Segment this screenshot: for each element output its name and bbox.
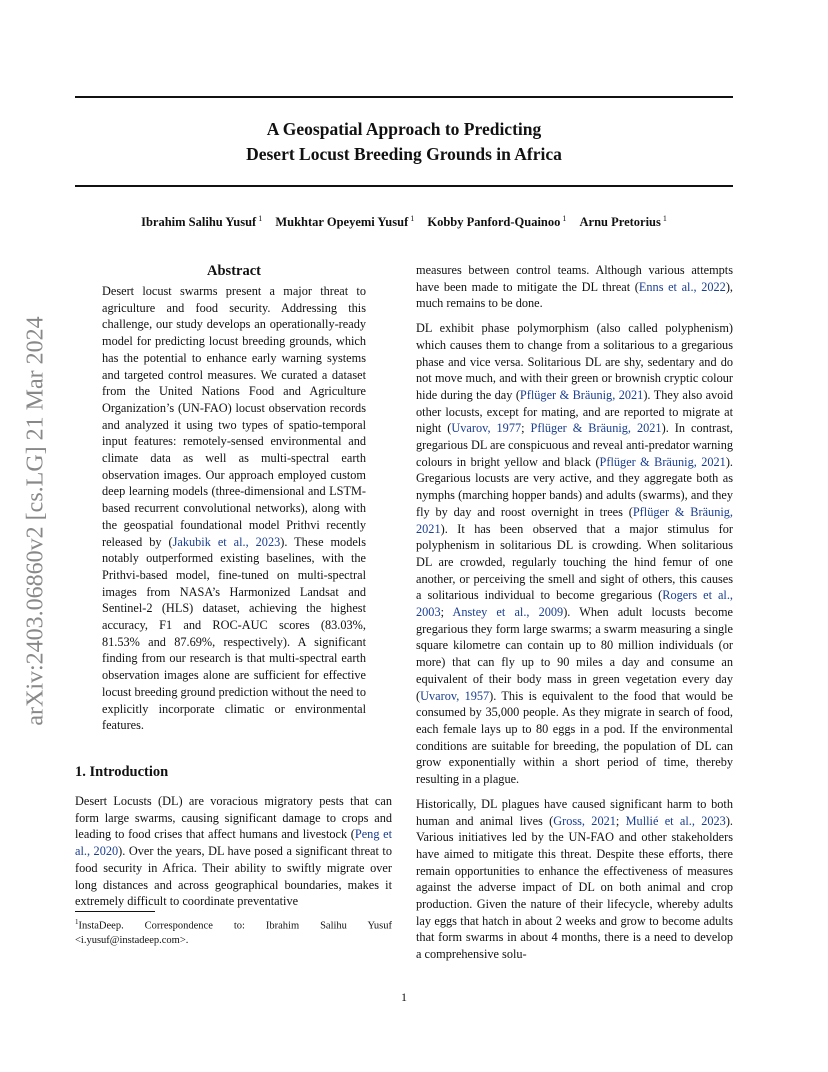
abstract-heading: Abstract bbox=[207, 263, 261, 279]
author-2: Mukhtar Opeyemi Yusuf $^1$ bbox=[275, 214, 415, 230]
author-1: Ibrahim Salihu Yusuf $^1$ bbox=[141, 214, 263, 230]
author-affiliation-mark: 1 bbox=[562, 214, 567, 223]
author-4: Arnu Pretorius $^1$ bbox=[579, 214, 667, 230]
citation-link[interactable]: Pflüger & Bräunig, 2021 bbox=[599, 454, 726, 469]
author-list bbox=[75, 214, 733, 230]
author-affiliation-mark: 1 bbox=[410, 214, 415, 223]
right-column bbox=[416, 262, 733, 971]
citation-link[interactable]: Uvarov, 1957 bbox=[420, 688, 490, 703]
paper-title-line-1: A Geospatial Approach to Predicting bbox=[266, 119, 542, 139]
author-affiliation-mark: 1 bbox=[662, 214, 667, 223]
paper-title bbox=[75, 117, 733, 167]
footnote-rule bbox=[75, 911, 155, 912]
citation-link[interactable]: Uvarov, 1977 bbox=[451, 421, 522, 436]
citation-link[interactable]: Enns et al., 2022 bbox=[638, 279, 726, 294]
intro-paragraph-1: Desert Locusts (DL) are voracious migratory pests that can form large swarms, causing significant damage to crops and leading to food crises that affect humans and livestock (Peng et al., 2020). Over the years, DL have posed a significant threat to food security in Africa. Their ability to swiftly migrate over long distances and across geographical boundaries, makes it extremely difficult to coordinate preventative bbox=[75, 794, 392, 909]
citation-link[interactable]: Anstey et al., 2009 bbox=[452, 605, 564, 620]
intro-paragraph-3: Historically, DL plagues have caused significant harm to both human and animal lives (Gross, 2021; Mullié et al., 2023). Various initiatives led by the UN-FAO and other stakeholders have aimed to mitigate this threat. Despite these efforts, there remain opportunities to enhance the effectiveness of measures against the adverse impact of DL on both animal and crop production. Given the nature of their lifecycle, whereby adults lay eggs that hatch in about 2 weeks and grow to become adults that form swarms in about 4 months, there is a need to develop a comprehensive solu- bbox=[416, 796, 733, 962]
author-affiliation-mark: 1 bbox=[258, 214, 263, 223]
citation-link[interactable]: Peng et al., 2020 bbox=[75, 827, 392, 859]
footnote-text: InstaDeep. Correspondence to: Ibrahim Salihu Yusuf <i.yusuf@instadeep.com>. bbox=[75, 920, 392, 946]
arxiv-sidebar-stamp bbox=[24, 285, 48, 757]
author-3: Kobby Panford-Quainoo $^1$ bbox=[427, 214, 567, 230]
intro-paragraph-continued: measures between control teams. Although various attempts have been made to mitigate the DL threat (Enns et al., 2022), much remains to be done. bbox=[416, 263, 733, 311]
footnote bbox=[75, 915, 392, 948]
citation-link[interactable]: Mullié et al., 2023 bbox=[625, 813, 726, 828]
citation-link[interactable]: Jakubik et al., 2023 bbox=[172, 534, 281, 549]
page-number: 1 bbox=[401, 990, 407, 1004]
section-heading-introduction: 1. Introduction bbox=[75, 764, 169, 780]
arxiv-id-text: arXiv:2403.06860v2 [cs.LG] 21 Mar 2024 bbox=[22, 316, 49, 726]
citation-link[interactable]: Gross, 2021 bbox=[553, 813, 616, 828]
title-rule-bottom bbox=[75, 185, 733, 187]
abstract-body: Desert locust swarms present a major threat to agriculture and food security. Addressing this challenge, our study develops an operationally-ready model for predicting locust breeding grounds, which has the potential to enhance early warning systems and targeted control measures. We curated a dataset from the United Nations Food and Agriculture Organization’s (UN-FAO) locust observation records and analyzed it using two types of spatio-temporal input features: remotely-sensed environmental and climate data as well as multi-spectral earth observation images. Our approach employed custom deep learning models (three-dimensional and LSTM-based recurrent convolutional networks), along with the geospatial foundational model Prithvi recently released by (Jakubik et al., 2023). These models notably outperformed existing baselines, with the Prithvi-based model, fine-tuned on multi-spectral images from NASA’s Harmonized Landsat and Sentinel-2 (HLS) dataset, achieving the highest accuracy, F1 and ROC-AUC scores (83.03%, 81.53% and 87.69%, respectively). A significant finding from our research is that multi-spectral earth observation images alone are sufficient for effective locust breeding ground prediction without the need to explicitly incorporate climatic or environmental features. bbox=[102, 284, 367, 733]
citation-link[interactable]: Rogers et al., 2003 bbox=[416, 588, 733, 620]
citation-link[interactable]: Pflüger & Bräunig, 2021 bbox=[530, 421, 662, 436]
title-rule-top bbox=[75, 96, 733, 98]
paper-title-line-2: Desert Locust Breeding Grounds in Africa bbox=[246, 144, 562, 164]
abstract-section bbox=[102, 262, 366, 734]
citation-link[interactable]: Pflüger & Bräunig, 2021 bbox=[519, 387, 644, 402]
footnote-marker: 1 bbox=[75, 918, 79, 926]
citation-link[interactable]: Pflüger & Bräunig, 2021 bbox=[416, 504, 733, 536]
intro-paragraph-2: DL exhibit phase polymorphism (also called polyphenism) which causes them to change from a solitarious to a gregarious phase and vice versa. Solitarious DL are shy, sedentary and do not move much, and with their green or brownish cryptic colour hide during the day (Pflüger & Bräunig, 2021). They also avoid other locusts, except for mating, and are reported to migrate at night (Uvarov, 1977; Pflüger & Bräunig, 2021). In contrast, gregarious DL are conspicuous and reveal anti-predator warning colours in bright yellow and black (Pflüger & Bräunig, 2021). Gregarious locusts are very active, and they aggregate both as nymphs (marching hopper bands) and adults (swarms), and they fly by day and roost overnight in trees (Pflüger & Bräunig, 2021). It has been observed that a major stimulus for polyphenism in solitarious DL is crowding. When solitarious DL are crowded, regularly touching the hind femur of one another, or perceiving the smell and sight of others, this causes a solitarious individual to become gregarious (Rogers et al., 2003; Anstey et al., 2009). When adult locusts become gregarious they form large swarms; a swarm measuring a single square kilometre can contain up to 80 million individuals (or more) that can fly up to 90 miles a day and consume an equivalent of their body mass in green vegetation every day (Uvarov, 1957). This is equivalent to the food that would be consumed by 35,000 people. As they migrate in search of food, each female lays up to 80 eggs in a pod. If the environmental conditions are suitable for breeding, the population of DL can grow exponentially within a short period of time, thereby resulting in a plague. bbox=[416, 321, 734, 787]
